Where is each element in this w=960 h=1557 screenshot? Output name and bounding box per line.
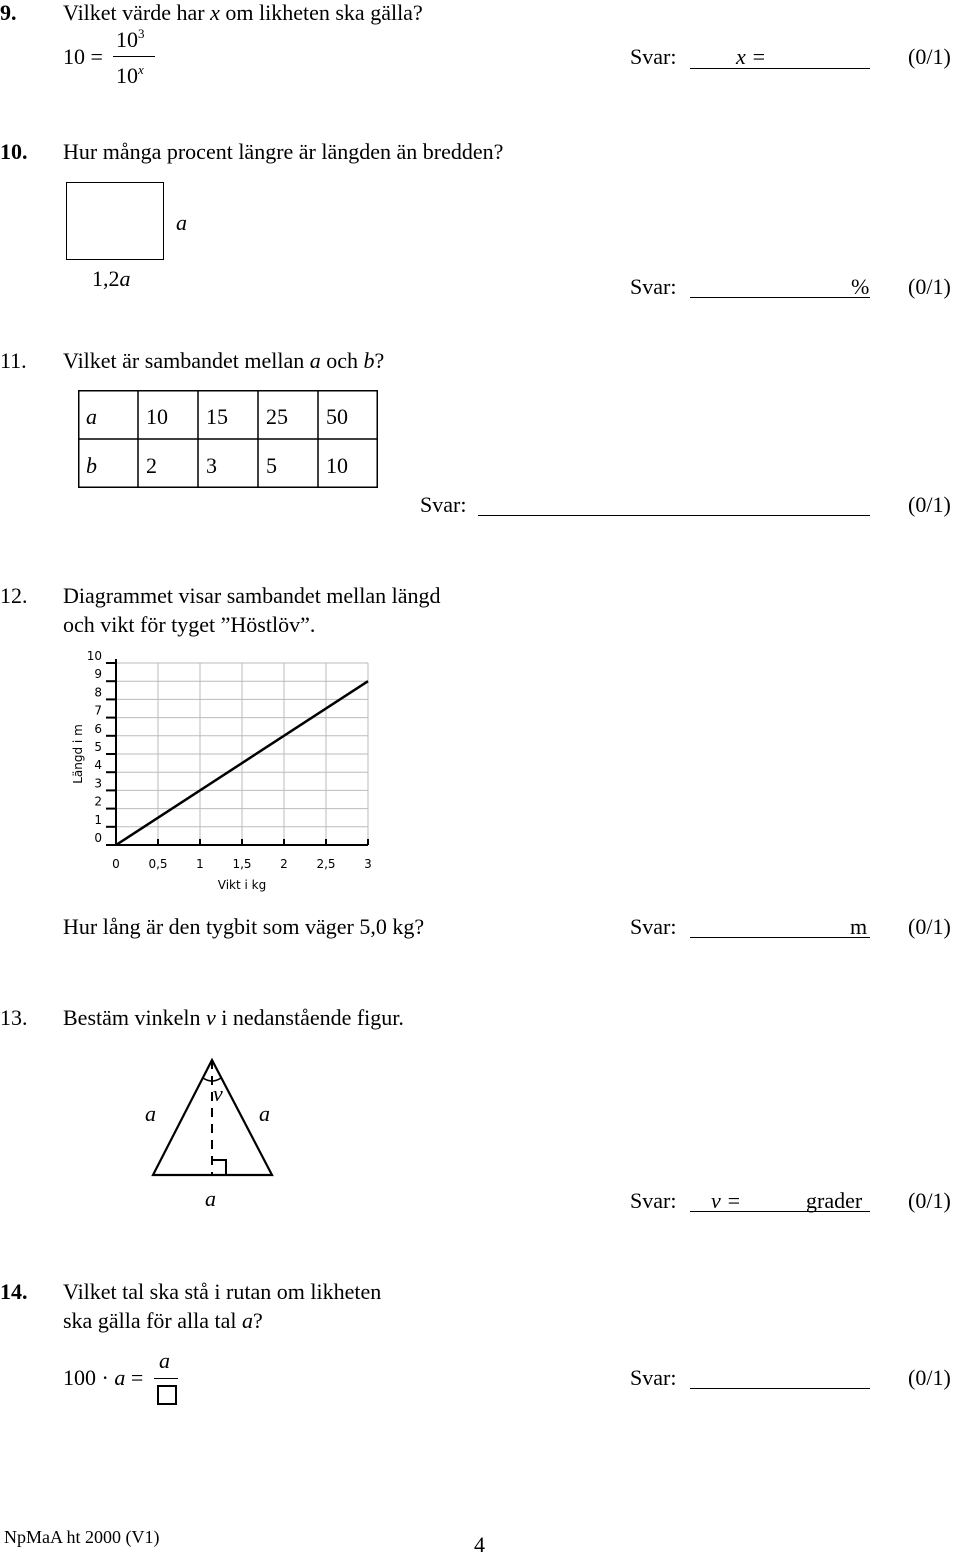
chart-y-tick-label: 6 <box>94 721 102 736</box>
chart-x-tick-label: 3 <box>364 857 372 871</box>
q9-answer-var: x = <box>736 44 767 69</box>
q12-answer-line[interactable] <box>690 937 870 938</box>
q11-points: (0/1) <box>908 492 951 517</box>
chart-x-tick-label: 0 <box>112 857 120 871</box>
q13-label-bottom: a <box>205 1186 216 1211</box>
q12-question-line2: och vikt för tyget ”Höstlöv”. <box>63 612 316 637</box>
q12-sub-question: Hur lång är den tygbit som väger 5,0 kg? <box>63 914 425 939</box>
q12-unit: m <box>850 914 868 939</box>
chart-y-tick-label: 3 <box>94 776 102 791</box>
q14-svar-label: Svar: <box>630 1365 677 1390</box>
q14-fraction-bar <box>154 1378 178 1379</box>
q13-points: (0/1) <box>908 1188 951 1213</box>
q13-number: 13. <box>0 1005 28 1030</box>
q13-angle-label: v <box>213 1081 223 1106</box>
q13-unit: grader <box>806 1188 863 1213</box>
q11-number: 11. <box>0 348 27 373</box>
q9-lhs: 10 = <box>63 44 103 69</box>
chart-x-axis-label: Vikt i kg <box>217 878 267 892</box>
chart-y-tick-label: 7 <box>94 703 102 718</box>
q14-frac-numerator: a <box>159 1348 170 1373</box>
q9-points: (0/1) <box>908 44 951 69</box>
q11-cell-b-label: b <box>86 453 97 478</box>
q12-points: (0/1) <box>908 914 951 939</box>
q11-cell-a-2: 15 <box>206 404 228 429</box>
chart-y-tick-label: 8 <box>94 685 102 700</box>
chart-y-axis-label: Längd i m <box>71 724 85 784</box>
q14-blank-box[interactable] <box>157 1385 177 1405</box>
q14-question-line1: Vilket tal ska stå i rutan om likheten <box>63 1279 382 1304</box>
q11-cell-a-3: 25 <box>266 404 288 429</box>
q14-number: 14. <box>0 1279 28 1304</box>
chart-x-tick-label: 2,5 <box>316 857 336 871</box>
chart-x-tick-label: 1 <box>196 857 204 871</box>
q11-svar-label: Svar: <box>420 492 467 517</box>
q14-question-line2: ska gälla för alla tal a? <box>63 1308 263 1333</box>
chart-y-tick-label: 9 <box>94 667 102 682</box>
q9-svar-label: Svar: <box>630 44 677 69</box>
q11-cell-b-4: 10 <box>326 453 348 478</box>
footer-exam-code: NpMaA ht 2000 (V1) <box>4 1527 160 1547</box>
q11-cell-b-3: 5 <box>266 453 277 478</box>
q9-number: 9. <box>0 0 17 25</box>
chart-y-tick-label: 4 <box>94 758 102 773</box>
q10-bottom-label: 1,2a <box>92 266 131 291</box>
chart-x-tick-label: 1,5 <box>232 857 252 871</box>
q11-cell-a-4: 50 <box>326 404 348 429</box>
q10-side-label: a <box>176 210 187 235</box>
q10-points: (0/1) <box>908 274 951 299</box>
q13-question: Bestäm vinkeln v i nedanstående figur. <box>63 1005 404 1030</box>
q10-unit: % <box>851 274 870 299</box>
q12-number: 12. <box>0 583 28 608</box>
q13-svar-label: Svar: <box>630 1188 677 1213</box>
q11-cell-b-1: 2 <box>146 453 157 478</box>
q12-svar-label: Svar: <box>630 914 677 939</box>
footer-page-number: 4 <box>474 1532 485 1557</box>
chart-x-tick-label: 2 <box>280 857 288 871</box>
q11-cell-a-1: 10 <box>146 404 168 429</box>
q10-svar-label: Svar: <box>630 274 677 299</box>
chart-y-tick-label: 10 <box>86 649 102 663</box>
q10-number: 10. <box>0 139 28 164</box>
q14-lhs: 100 · a = <box>63 1365 144 1390</box>
chart-y-tick-label: 5 <box>94 740 102 754</box>
chart-y-tick-label: 2 <box>94 794 102 809</box>
q11-question: Vilket är sambandet mellan a och b? <box>63 348 385 373</box>
chart-y-tick-label: 1 <box>94 812 102 827</box>
chart-x-tick-label: 0,5 <box>148 857 168 871</box>
q11-cell-b-2: 3 <box>206 453 217 478</box>
q9-denominator: 10$^x$ <box>116 62 144 88</box>
q11-cell-a-label: a <box>86 404 97 429</box>
q12-question-line1: Diagrammet visar sambandet mellan längd <box>63 583 441 608</box>
q14-points: (0/1) <box>908 1365 951 1390</box>
q13-label-left: a <box>145 1101 156 1126</box>
q9-question: Vilket värde har x om likheten ska gälla? <box>63 0 423 25</box>
q14-answer-line[interactable] <box>690 1388 870 1389</box>
q13-label-right: a <box>259 1101 270 1126</box>
chart-y-tick-label: 0 <box>94 831 102 845</box>
q9-numerator: $10^3$ <box>116 26 145 52</box>
q13-answer-var: v = <box>711 1188 742 1213</box>
q10-question: Hur många procent längre är längden än bredden? <box>63 139 504 164</box>
